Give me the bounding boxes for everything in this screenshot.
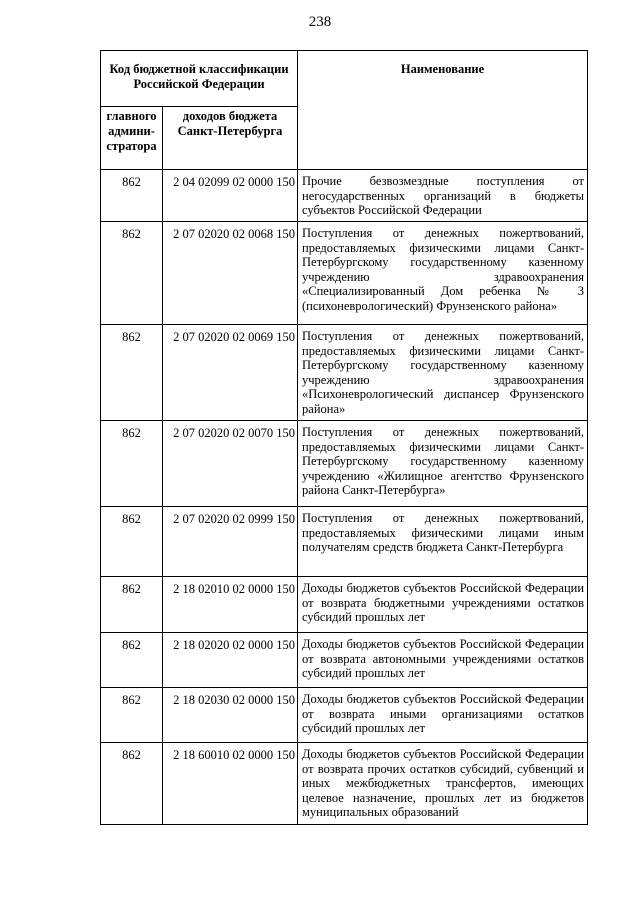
header-admin: главного админи-стратора (101, 107, 163, 170)
name-cell: Поступления от денежных пожертвований, предоставляемых физическими лицами Санкт-Петербургскому государственному казенному учреждению здравоохранения «Специализированный Дом ребенка № 3 (психоневрологический) Фрунзенского района» (298, 222, 588, 325)
revenue-code-cell: 2 18 02020 02 0000 150 (163, 633, 298, 688)
name-cell: Поступления от денежных пожертвований, предоставляемых физическими лицами Санкт-Петербургскому государственному казенному учреждению здравоохранения «Психоневрологический диспансер Фрунзенского района» (298, 325, 588, 421)
header-name: Наименование (298, 51, 588, 170)
table-row (101, 507, 588, 577)
revenue-code-cell: 2 07 02020 02 0069 150 (163, 325, 298, 421)
revenue-code-cell: 2 07 02020 02 0999 150 (163, 507, 298, 577)
table-row (101, 633, 588, 688)
admin-code-cell: 862 (101, 743, 163, 825)
admin-code-cell: 862 (101, 421, 163, 507)
name-cell: Поступления от денежных пожертвований, предоставляемых физическими лицами Санкт-Петербургскому государственному казенному учреждению «Жилищное агентство Фрунзенского района Санкт-Петербурга» (298, 421, 588, 507)
name-cell: Доходы бюджетов субъектов Российской Федерации от возврата бюджетными учреждениями остатков субсидий прошлых лет (298, 577, 588, 633)
revenue-code-cell: 2 18 02010 02 0000 150 (163, 577, 298, 633)
revenue-code-cell: 2 18 60010 02 0000 150 (163, 743, 298, 825)
table-row (101, 421, 588, 507)
admin-code-cell: 862 (101, 688, 163, 743)
page-number: 238 (308, 14, 332, 30)
header-code-group: Код бюджетной классификации Российской Федерации (101, 51, 298, 107)
table-row (101, 222, 588, 325)
header-revenue: доходов бюджета Санкт-Петербурга (163, 107, 298, 170)
table-row (101, 577, 588, 633)
admin-code-cell: 862 (101, 222, 163, 325)
name-cell: Прочие безвозмездные поступления от негосударственных организаций в бюджеты субъектов Российской Федерации (298, 170, 588, 222)
revenue-code-cell: 2 07 02020 02 0068 150 (163, 222, 298, 325)
table-row (101, 325, 588, 421)
admin-code-cell: 862 (101, 633, 163, 688)
name-cell: Доходы бюджетов субъектов Российской Федерации от возврата иными организациями остатков субсидий прошлых лет (298, 688, 588, 743)
revenue-code-cell: 2 07 02020 02 0070 150 (163, 421, 298, 507)
budget-classification-table (100, 50, 588, 825)
table-row (101, 170, 588, 222)
table-row (101, 743, 588, 825)
name-cell: Поступления от денежных пожертвований, предоставляемых физическими лицами иным получателям средств бюджета Санкт-Петербурга (298, 507, 588, 577)
admin-code-cell: 862 (101, 325, 163, 421)
admin-code-cell: 862 (101, 507, 163, 577)
admin-code-cell: 862 (101, 170, 163, 222)
revenue-code-cell: 2 18 02030 02 0000 150 (163, 688, 298, 743)
name-cell: Доходы бюджетов субъектов Российской Федерации от возврата прочих остатков субсидий, субвенций и иных межбюджетных трансфертов, имеющих целевое назначение, прошлых лет из бюджетов муниципальных образований (298, 743, 588, 825)
revenue-code-cell: 2 04 02099 02 0000 150 (163, 170, 298, 222)
name-cell: Доходы бюджетов субъектов Российской Федерации от возврата автономными учреждениями остатков субсидий прошлых лет (298, 633, 588, 688)
admin-code-cell: 862 (101, 577, 163, 633)
table-row (101, 688, 588, 743)
